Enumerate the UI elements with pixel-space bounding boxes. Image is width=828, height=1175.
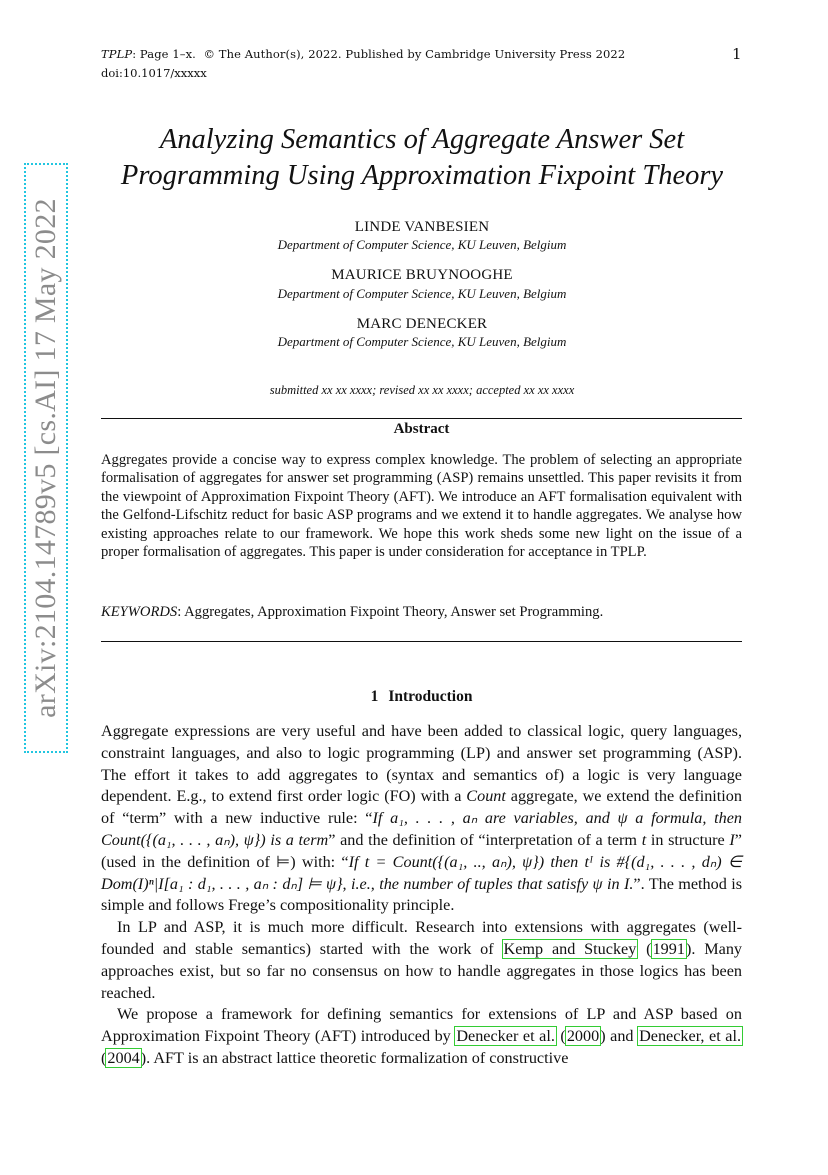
text-run: ). Many approaches exist, but so far no consensus on how to handle aggregates in those logics has been reached. <box>101 939 743 1002</box>
author-affiliation: Department of Computer Science, KU Leuven, Belgium <box>277 286 567 301</box>
page-number: 1 <box>732 45 742 63</box>
doi: doi:10.1017/xxxxx <box>101 66 207 80</box>
title-line-2: Programming Using Approximation Fixpoint Theory <box>120 160 724 191</box>
text-run: ( <box>101 1048 107 1067</box>
citation-year-link[interactable]: 2004 <box>107 1048 140 1067</box>
text-run: ” (used in the definition of ⊨) with: “ <box>101 830 742 871</box>
abstract-top-rule <box>101 418 742 419</box>
author-affiliation: Department of Computer Science, KU Leuven, Belgium <box>277 334 567 349</box>
text-run: ( <box>637 939 652 958</box>
copyright-notice: © The Author(s), 2022. Published by Cambridge University Press 2022 <box>203 47 626 61</box>
submission-dates: submitted xx xx xxxx; revised xx xx xxxx; accepted xx xx xxxx <box>269 383 575 397</box>
abstract-heading: Abstract <box>393 421 450 437</box>
arxiv-stamp[interactable]: arXiv:2104.14789v5 [cs.AI] 17 May 2022 <box>29 198 62 718</box>
abstract-bottom-rule <box>101 641 742 642</box>
section-heading <box>101 688 742 706</box>
citation-link[interactable]: Denecker, et al. <box>639 1027 742 1046</box>
body-text <box>101 721 742 1070</box>
text-run: ). AFT is an abstract lattice theoretic formalization of constructive <box>140 1048 569 1067</box>
math-definition: If t = Count({(a₁, .., aₙ), ψ}) then tᴵ is #{(d₁, . . . , dₙ) ∈ Dom(I)ⁿ|I[a₁ : d₁, . . . , aₙ : dₙ] ⊨ ψ}, i.e., the number of tuples that satisfy ψ in I. <box>101 852 742 893</box>
paragraph <box>101 917 742 1004</box>
text-run: ” and the definition of “interpretation of a term <box>328 830 642 849</box>
author-name: MAURICE BRUYNOOGHE <box>331 267 513 283</box>
keywords <box>101 604 742 621</box>
running-header <box>101 47 625 61</box>
section-number: 1 <box>370 688 379 705</box>
abstract-text: Aggregates provide a concise way to express complex knowledge. The problem of selecting an appropriate formalisation of aggregates for answer set programming (ASP) remains unsettled. This paper revisits it from the viewpoint of Approximation Fixpoint Theory (AFT). We introduce an AFT formalisation equivalent with the Gelfond-Lifschitz reduct for basic ASP programs and we extend it to handle aggregates. We analyse how existing approaches relate to our framework. We hope this work sheds some new light on the issue of a proper formalisation of aggregates. This paper is under consideration for acceptance in TPLP. <box>101 452 742 561</box>
page-info: : Page 1–x. <box>132 47 196 61</box>
text-run: Aggregate expressions are very useful and have been added to classical logic, query languages, constraint languages, and also to logic programming (LP) and answer set programming (ASP). The effort it takes to add aggregates to (syntax and semantics of) a logic is very language dependent. E.g., to extend first order logic (FO) with a <box>101 722 742 806</box>
text-run: ”. The method is simple and follows Frege’s compositionality principle. <box>101 874 742 915</box>
citation-link[interactable]: Denecker et al. <box>456 1027 555 1046</box>
text-run: In LP and ASP, it is much more difficult. Research into extensions with aggregates (well-founded and stable semantics) started with the work of <box>101 918 742 958</box>
text-run: aggregate, we extend the definition of “term” with a new inductive rule: “ <box>101 787 742 828</box>
paragraph <box>101 1004 742 1069</box>
text-run: ( <box>555 1027 566 1046</box>
text-run: ) and <box>600 1027 639 1046</box>
text-run: We propose a framework for defining semantics for extensions of LP and ASP based on Approximation Fixpoint Theory (AFT) introduced by <box>101 1005 742 1046</box>
paper-title <box>96 122 748 194</box>
keywords-text: : Aggregates, Approximation Fixpoint Theory, Answer set Programming. <box>177 604 604 620</box>
title-line-1: Analyzing Semantics of Aggregate Answer Set <box>159 124 685 155</box>
journal-name: TPLP <box>101 47 133 61</box>
keywords-label: KEYWORDS <box>101 604 178 620</box>
author-name: MARC DENECKER <box>356 316 488 332</box>
math-inductive-rule: If a₁, . . . , aₙ are variables, and ψ a formula, then Count({(a₁, . . . , aₙ), ψ}) is a term <box>101 809 742 849</box>
author-affiliation: Department of Computer Science, KU Leuven, Belgium <box>277 237 567 252</box>
author-name: LINDE VANBESIEN <box>354 219 490 235</box>
citation-link[interactable]: Kemp and Stuckey <box>503 939 637 958</box>
section-title: Introduction <box>388 688 473 705</box>
math-var: I <box>729 830 735 849</box>
math-var: t <box>641 830 647 849</box>
citation-year-link[interactable]: 2000 <box>566 1027 600 1046</box>
paragraph <box>101 721 742 917</box>
math-count: Count <box>466 787 506 806</box>
citation-year-link[interactable]: 1991 <box>652 939 685 958</box>
text-run: in structure <box>646 830 730 849</box>
